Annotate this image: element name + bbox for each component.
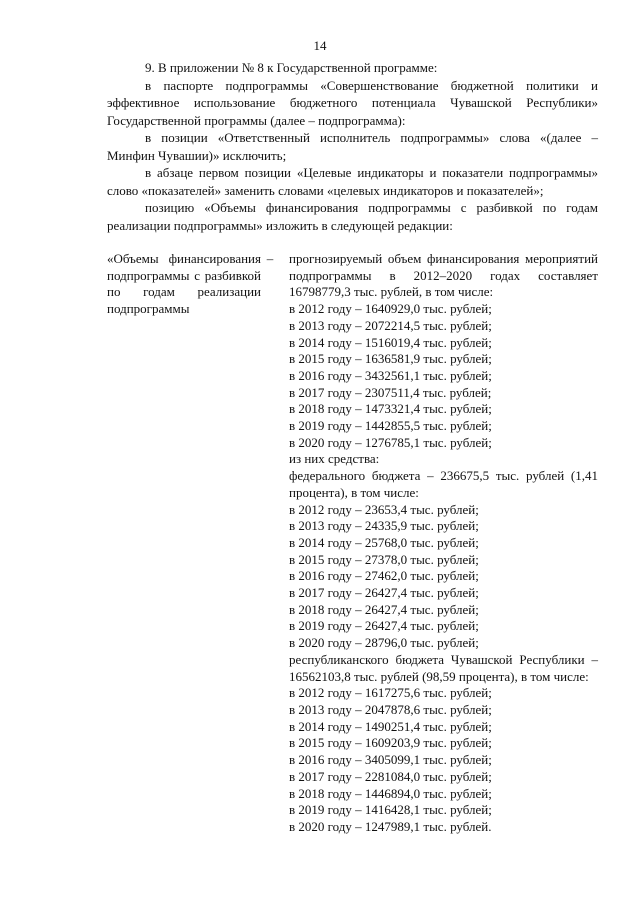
- year-line: в 2015 году – 27378,0 тыс. рублей;: [289, 551, 479, 567]
- year-line: в 2012 году – 1640929,0 тыс. рублей;: [289, 301, 492, 317]
- year-line: в 2013 году – 2047878,6 тыс. рублей;: [289, 701, 492, 717]
- year-line: в 2020 году – 1276785,1 тыс. рублей;: [289, 434, 492, 450]
- year-line: в 2016 году – 3405099,1 тыс. рублей;: [289, 752, 492, 768]
- republic-years-list: [289, 685, 598, 835]
- sources-heading: из них средства:: [289, 451, 380, 467]
- year-line: в 2017 году – 26427,4 тыс. рублей;: [289, 585, 479, 601]
- amendment-paragraph: в паспорте подпрограммы «Совершенствование бюджетной политики и эффективное использование бюджетного потенциала Чувашской Республики» Государственной программы (далее – подпрограмма):: [107, 77, 598, 128]
- year-line: в 2016 году – 3432561,1 тыс. рублей;: [289, 367, 492, 383]
- year-line: в 2020 году – 1247989,1 тыс. рублей.: [289, 818, 492, 834]
- year-line: в 2019 году – 1416428,1 тыс. рублей;: [289, 802, 492, 818]
- financing-label: «Объемы финансирования подпрограммы с разбивкой по годам реализации подпрограммы: [107, 251, 261, 317]
- year-line: в 2018 году – 1446894,0 тыс. рублей;: [289, 785, 492, 801]
- year-line: в 2018 году – 26427,4 тыс. рублей;: [289, 601, 479, 617]
- year-line: в 2018 году – 1473321,4 тыс. рублей;: [289, 401, 492, 417]
- year-line: в 2012 году – 23653,4 тыс. рублей;: [289, 501, 479, 517]
- year-line: в 2017 году – 2281084,0 тыс. рублей;: [289, 768, 492, 784]
- year-line: в 2013 году – 24335,9 тыс. рублей;: [289, 518, 479, 534]
- year-line: в 2015 году – 1609203,9 тыс. рублей;: [289, 735, 492, 751]
- year-line: в 2012 году – 1617275,6 тыс. рублей;: [289, 685, 492, 701]
- year-line: в 2014 году – 25768,0 тыс. рублей;: [289, 534, 479, 550]
- year-line: в 2019 году – 26427,4 тыс. рублей;: [289, 618, 479, 634]
- year-line: в 2019 году – 1442855,5 тыс. рублей;: [289, 418, 492, 434]
- year-line: в 2017 году – 2307511,4 тыс. рублей;: [289, 384, 492, 400]
- federal-years-list: [289, 502, 598, 652]
- year-line: в 2016 году – 27462,0 тыс. рублей;: [289, 568, 479, 584]
- year-line: в 2013 году – 2072214,5 тыс. рублей;: [289, 317, 492, 333]
- amendment-paragraph: в позиции «Ответственный исполнитель подпрограммы» слова «(далее – Минфин Чувашии)» исключить;: [107, 130, 598, 163]
- amendment-paragraph: в абзаце первом позиции «Целевые индикаторы и показатели подпрограммы» слово «показателей» заменить словами «целевых индикаторов и показателей»;: [107, 165, 598, 198]
- federal-budget-text: федерального бюджета – 236675,5 тыс. рублей (1,41 процента), в том числе:: [289, 468, 598, 500]
- year-line: в 2014 году – 1490251,4 тыс. рублей;: [289, 718, 492, 734]
- year-line: в 2020 году – 28796,0 тыс. рублей;: [289, 635, 479, 651]
- year-line: в 2015 году – 1636581,9 тыс. рублей;: [289, 351, 492, 367]
- amendment-text: [107, 59, 598, 234]
- page-number: 14: [313, 38, 327, 53]
- republic-budget-text: республиканского бюджета Чувашской Республики – 16562103,8 тыс. рублей (98,59 процента), в том числе:: [289, 651, 598, 684]
- amendment-item-heading: 9. В приложении № 8 к Государственной программе:: [145, 60, 438, 75]
- financing-dash: –: [266, 251, 274, 266]
- year-line: в 2014 году – 1516019,4 тыс. рублей;: [289, 334, 492, 350]
- total-years-list: [289, 301, 598, 451]
- financing-values: [289, 251, 598, 836]
- total-financing-text: прогнозируемый объем финансирования мероприятий подпрограммы в 2012–2020 годах составляет 16798779,3 тыс. рублей, в том числе:: [289, 251, 598, 300]
- amendment-paragraph: позицию «Объемы финансирования подпрограммы с разбивкой по годам реализации подпрограммы» изложить в следующей редакции:: [107, 200, 598, 233]
